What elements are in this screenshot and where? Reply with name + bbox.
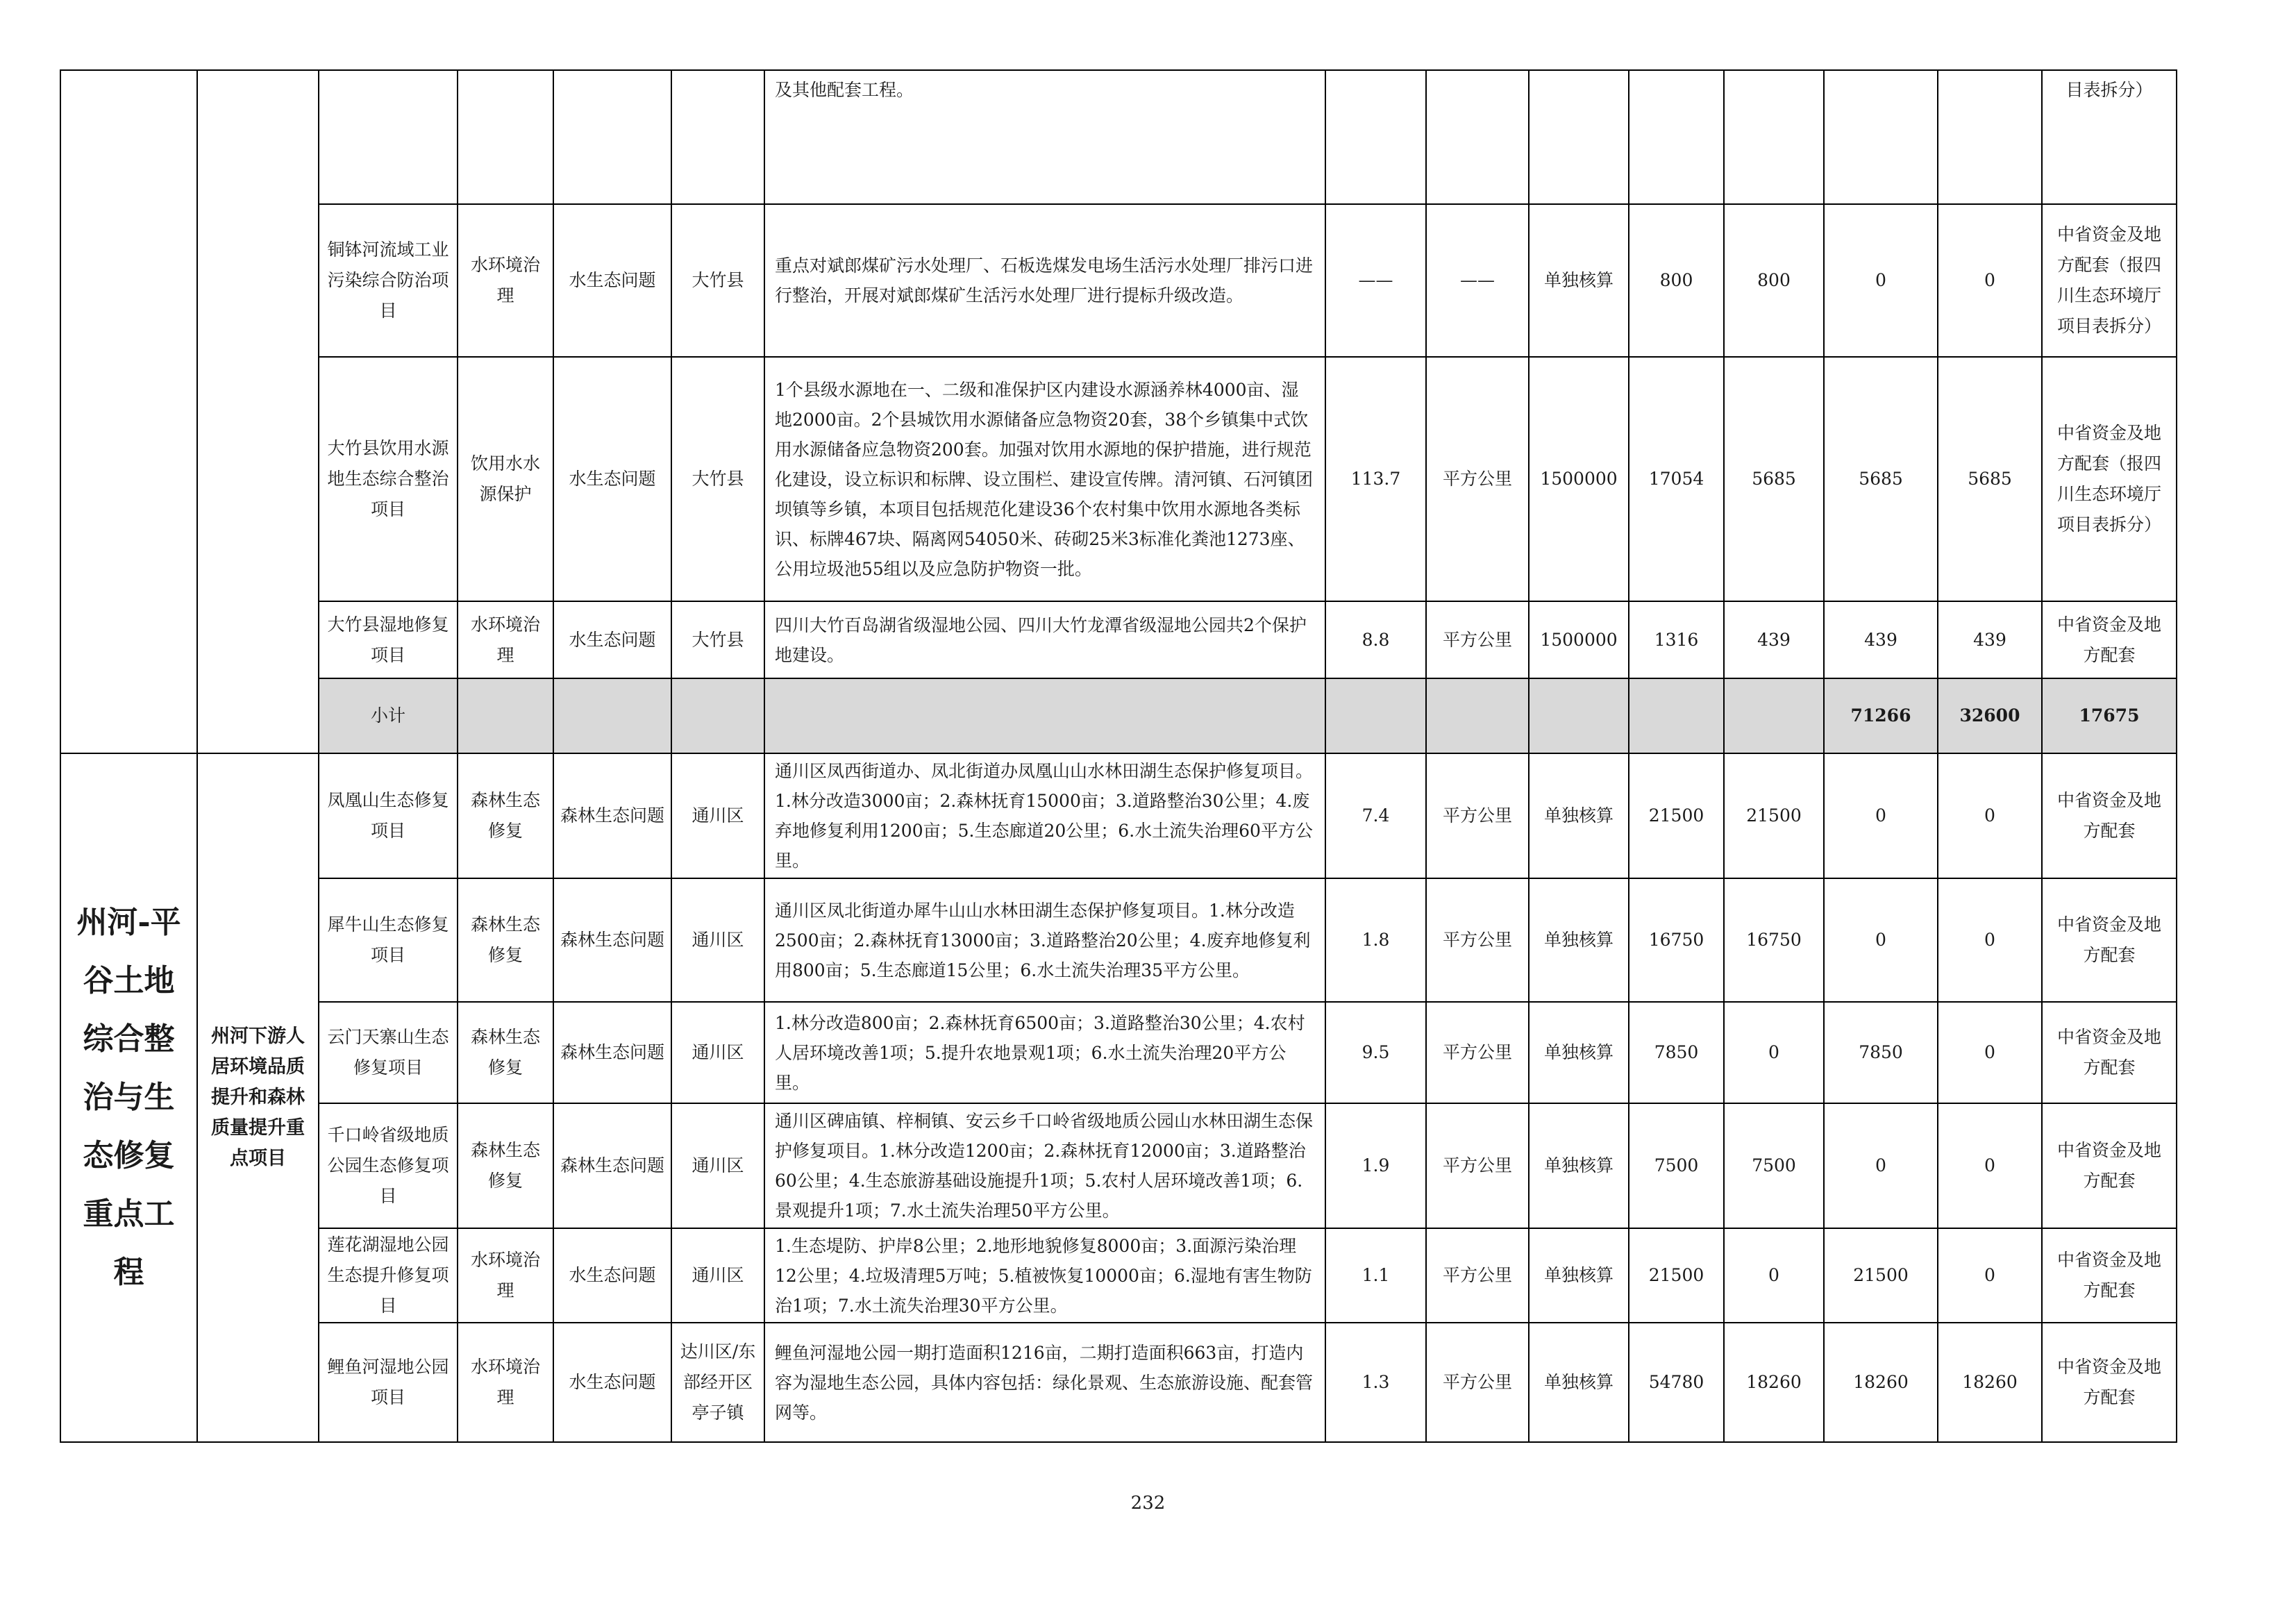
project-name: 犀牛山生态修复项目 bbox=[319, 878, 458, 1002]
scale: 113.7 bbox=[1325, 357, 1426, 601]
location bbox=[671, 70, 764, 204]
year3-investment: 0 bbox=[1938, 878, 2042, 1002]
funding-source: 目表拆分） bbox=[2042, 70, 2177, 204]
year2-investment: 5685 bbox=[1824, 357, 1938, 601]
total-investment: 16750 bbox=[1629, 878, 1724, 1002]
unit bbox=[1426, 70, 1529, 204]
year3-investment: 5685 bbox=[1938, 357, 2042, 601]
year3-investment: 0 bbox=[1938, 1228, 2042, 1323]
scale: 8.8 bbox=[1325, 601, 1426, 678]
scale bbox=[1325, 70, 1426, 204]
total-investment: 1316 bbox=[1629, 601, 1724, 678]
subtotal-total: 71266 bbox=[1824, 678, 1938, 753]
year3-investment: 0 bbox=[1938, 204, 2042, 357]
funding-source: 中省资金及地方配套 bbox=[2042, 1103, 2177, 1228]
subtotal-year1: 32600 bbox=[1938, 678, 2042, 753]
year2-investment: 7850 bbox=[1824, 1002, 1938, 1103]
unit: 平方公里 bbox=[1426, 357, 1529, 601]
year2-investment: 0 bbox=[1824, 753, 1938, 878]
year2-investment: 0 bbox=[1824, 1103, 1938, 1228]
ecological-issue bbox=[553, 70, 671, 204]
year3-investment bbox=[1938, 70, 2042, 204]
ecological-issue: 水生态问题 bbox=[553, 204, 671, 357]
unit: 平方公里 bbox=[1426, 1323, 1529, 1442]
ecological-issue: 水生态问题 bbox=[553, 1228, 671, 1323]
scale: 1.3 bbox=[1325, 1323, 1426, 1442]
funding-source: 中省资金及地方配套 bbox=[2042, 601, 2177, 678]
ecological-issue: 森林生态问题 bbox=[553, 1002, 671, 1103]
year1-investment: 0 bbox=[1724, 1228, 1824, 1323]
year2-investment: 18260 bbox=[1824, 1323, 1938, 1442]
project-description: 通川区凤西街道办、凤北街道办凤凰山山水林田湖生态保护修复项目。1.林分改造3000亩；2.森林抚育15000亩；3.道路整治30公里；4.废弃地修复利用1200亩；5.生态廊道20公里；6.水土流失治理60平方公里。 bbox=[764, 753, 1325, 878]
unit: 平方公里 bbox=[1426, 601, 1529, 678]
project-name: 大竹县饮用水源地生态综合整治项目 bbox=[319, 357, 458, 601]
table-row bbox=[60, 601, 2177, 678]
scale: 1.1 bbox=[1325, 1228, 1426, 1323]
table-row bbox=[60, 1002, 2177, 1103]
project-name: 鲤鱼河湿地公园项目 bbox=[319, 1323, 458, 1442]
scale: 7.4 bbox=[1325, 753, 1426, 878]
unit: 平方公里 bbox=[1426, 1002, 1529, 1103]
unit: 平方公里 bbox=[1426, 1228, 1529, 1323]
unit: 平方公里 bbox=[1426, 878, 1529, 1002]
project-name: 云门天寨山生态修复项目 bbox=[319, 1002, 458, 1103]
ecological-issue: 水生态问题 bbox=[553, 1323, 671, 1442]
location: 大竹县 bbox=[671, 357, 764, 601]
table-row bbox=[60, 753, 2177, 878]
project-type: 森林生态修复 bbox=[458, 1103, 553, 1228]
category-name: 州河下游人居环境品质提升和森林质量提升重点项目 bbox=[197, 753, 319, 1442]
location: 通川区 bbox=[671, 753, 764, 878]
location: 大竹县 bbox=[671, 601, 764, 678]
table-row bbox=[60, 1103, 2177, 1228]
year1-investment: 5685 bbox=[1724, 357, 1824, 601]
project-description: 通川区碑庙镇、梓桐镇、安云乡千口岭省级地质公园山水林田湖生态保护修复项目。1.林分改造1200亩；2.森林抚育12000亩；3.道路整治60公里；4.生态旅游基础设施提升1项；5.农村人居环境改善1项；6.景观提升1项；7.水土流失治理50平方公里。 bbox=[764, 1103, 1325, 1228]
year3-investment: 439 bbox=[1938, 601, 2042, 678]
table-row bbox=[60, 70, 2177, 204]
total-investment: 21500 bbox=[1629, 753, 1724, 878]
year1-investment: 0 bbox=[1724, 1002, 1824, 1103]
total-investment: 54780 bbox=[1629, 1323, 1724, 1442]
project-name bbox=[319, 70, 458, 204]
project-name: 大竹县湿地修复项目 bbox=[319, 601, 458, 678]
year1-investment: 439 bbox=[1724, 601, 1824, 678]
year2-investment: 439 bbox=[1824, 601, 1938, 678]
project-type: 森林生态修复 bbox=[458, 878, 553, 1002]
table-row bbox=[60, 1323, 2177, 1442]
location: 大竹县 bbox=[671, 204, 764, 357]
project-description: 1.生态堤防、护岸8公里；2.地形地貌修复8000亩；3.面源污染治理12公里；4.垃圾清理5万吨；5.植被恢复10000亩；6.湿地有害生物防治1项；7.水土流失治理30平方公里。 bbox=[764, 1228, 1325, 1323]
project-name: 凤凰山生态修复项目 bbox=[319, 753, 458, 878]
year2-investment: 21500 bbox=[1824, 1228, 1938, 1323]
total-investment: 7850 bbox=[1629, 1002, 1724, 1103]
unit-price: 单独核算 bbox=[1529, 1228, 1629, 1323]
ecological-issue: 水生态问题 bbox=[553, 601, 671, 678]
funding-source: 中省资金及地方配套 bbox=[2042, 1228, 2177, 1323]
project-type: 水环境治理 bbox=[458, 601, 553, 678]
scale: 9.5 bbox=[1325, 1002, 1426, 1103]
scale: 1.9 bbox=[1325, 1103, 1426, 1228]
project-description: 通川区凤北街道办犀牛山山水林田湖生态保护修复项目。1.林分改造2500亩；2.森林抚育13000亩；3.道路整治20公里；4.废弃地修复利用800亩；5.生态廊道15公里；6.水土流失治理35平方公里。 bbox=[764, 878, 1325, 1002]
ecological-issue: 森林生态问题 bbox=[553, 878, 671, 1002]
project-table bbox=[60, 69, 2177, 1443]
unit-price: 单独核算 bbox=[1529, 753, 1629, 878]
unit: 平方公里 bbox=[1426, 753, 1529, 878]
year1-investment: 7500 bbox=[1724, 1103, 1824, 1228]
total-investment: 17054 bbox=[1629, 357, 1724, 601]
unit-price: 单独核算 bbox=[1529, 878, 1629, 1002]
location: 通川区 bbox=[671, 1002, 764, 1103]
project-type: 水环境治理 bbox=[458, 1323, 553, 1442]
ecological-issue: 水生态问题 bbox=[553, 357, 671, 601]
year3-investment: 18260 bbox=[1938, 1323, 2042, 1442]
unit: 平方公里 bbox=[1426, 1103, 1529, 1228]
table-row bbox=[60, 357, 2177, 601]
unit-price: 单独核算 bbox=[1529, 1103, 1629, 1228]
project-type: 水环境治理 bbox=[458, 204, 553, 357]
location: 达川区/东部经开区亭子镇 bbox=[671, 1323, 764, 1442]
project-description: 四川大竹百岛湖省级湿地公园、四川大竹龙潭省级湿地公园共2个保护地建设。 bbox=[764, 601, 1325, 678]
ecological-issue: 森林生态问题 bbox=[553, 753, 671, 878]
funding-source: 中省资金及地方配套 bbox=[2042, 878, 2177, 1002]
year3-investment: 0 bbox=[1938, 753, 2042, 878]
funding-source: 中省资金及地方配套（报四川生态环境厅项目表拆分） bbox=[2042, 204, 2177, 357]
project-type bbox=[458, 70, 553, 204]
unit-price: 1500000 bbox=[1529, 357, 1629, 601]
funding-source: 中省资金及地方配套 bbox=[2042, 1002, 2177, 1103]
project-name: 千口岭省级地质公园生态修复项目 bbox=[319, 1103, 458, 1228]
ecological-issue: 森林生态问题 bbox=[553, 1103, 671, 1228]
year3-investment: 0 bbox=[1938, 1103, 2042, 1228]
project-name: 莲花湖湿地公园生态提升修复项目 bbox=[319, 1228, 458, 1323]
subtotal-row bbox=[60, 678, 2177, 753]
location: 通川区 bbox=[671, 1228, 764, 1323]
scale: —— bbox=[1325, 204, 1426, 357]
project-description: 及其他配套工程。 bbox=[764, 70, 1325, 204]
funding-source: 中省资金及地方配套 bbox=[2042, 1323, 2177, 1442]
unit-price: 单独核算 bbox=[1529, 1002, 1629, 1103]
engineering-name: 州河-平谷土地综合整治与生态修复重点工程 bbox=[60, 753, 197, 1442]
engineering-cell-top bbox=[60, 70, 197, 753]
unit: —— bbox=[1426, 204, 1529, 357]
total-investment bbox=[1629, 70, 1724, 204]
year2-investment: 0 bbox=[1824, 204, 1938, 357]
location: 通川区 bbox=[671, 878, 764, 1002]
page-number: 232 bbox=[1130, 1493, 1166, 1514]
project-type: 森林生态修复 bbox=[458, 1002, 553, 1103]
year1-investment bbox=[1724, 70, 1824, 204]
year3-investment: 0 bbox=[1938, 1002, 2042, 1103]
location: 通川区 bbox=[671, 1103, 764, 1228]
unit-price: 单独核算 bbox=[1529, 1323, 1629, 1442]
funding-source: 中省资金及地方配套（报四川生态环境厅项目表拆分） bbox=[2042, 357, 2177, 601]
year1-investment: 21500 bbox=[1724, 753, 1824, 878]
year1-investment: 800 bbox=[1724, 204, 1824, 357]
table-row bbox=[60, 1228, 2177, 1323]
year2-investment bbox=[1824, 70, 1938, 204]
project-description: 重点对斌郎煤矿污水处理厂、石板选煤发电场生活污水处理厂排污口进行整治，开展对斌郎煤矿生活污水处理厂进行提标升级改造。 bbox=[764, 204, 1325, 357]
subtotal-year2: 17675 bbox=[2042, 678, 2177, 753]
project-name: 铜钵河流域工业污染综合防治项目 bbox=[319, 204, 458, 357]
project-type: 森林生态修复 bbox=[458, 753, 553, 878]
project-type: 水环境治理 bbox=[458, 1228, 553, 1323]
unit-price: 单独核算 bbox=[1529, 204, 1629, 357]
total-investment: 7500 bbox=[1629, 1103, 1724, 1228]
unit-price: 1500000 bbox=[1529, 601, 1629, 678]
year1-investment: 18260 bbox=[1724, 1323, 1824, 1442]
table-row bbox=[60, 878, 2177, 1002]
year2-investment: 0 bbox=[1824, 878, 1938, 1002]
project-description: 1.林分改造800亩；2.森林抚育6500亩；3.道路整治30公里；4.农村人居环境改善1项；5.提升农地景观1项；6.水土流失治理20平方公里。 bbox=[764, 1002, 1325, 1103]
unit-price bbox=[1529, 70, 1629, 204]
table-row bbox=[60, 204, 2177, 357]
year1-investment: 16750 bbox=[1724, 878, 1824, 1002]
total-investment: 800 bbox=[1629, 204, 1724, 357]
total-investment: 21500 bbox=[1629, 1228, 1724, 1323]
funding-source: 中省资金及地方配套 bbox=[2042, 753, 2177, 878]
project-description: 鲤鱼河湿地公园一期打造面积1216亩，二期打造面积663亩，打造内容为湿地生态公园，具体内容包括：绿化景观、生态旅游设施、配套管网等。 bbox=[764, 1323, 1325, 1442]
subtotal-label: 小计 bbox=[319, 678, 458, 753]
project-description: 1个县级水源地在一、二级和准保护区内建设水源涵养林4000亩、湿地2000亩。2个县城饮用水源储备应急物资20套，38个乡镇集中式饮用水源储备应急物资200套。加强对饮用水源地的保护措施，进行规范化建设，设立标识和标牌、设立围栏、建设宣传牌。清河镇、石河镇团坝镇等乡镇，本项目包括规范化建设36个农村集中饮用水源地各类标识、标牌467块、隔离网54050米、砖砌25米3标准化粪池1273座、公用垃圾池55组以及应急防护物资一批。 bbox=[764, 357, 1325, 601]
category-cell-top bbox=[197, 70, 319, 753]
project-type: 饮用水水源保护 bbox=[458, 357, 553, 601]
scale: 1.8 bbox=[1325, 878, 1426, 1002]
